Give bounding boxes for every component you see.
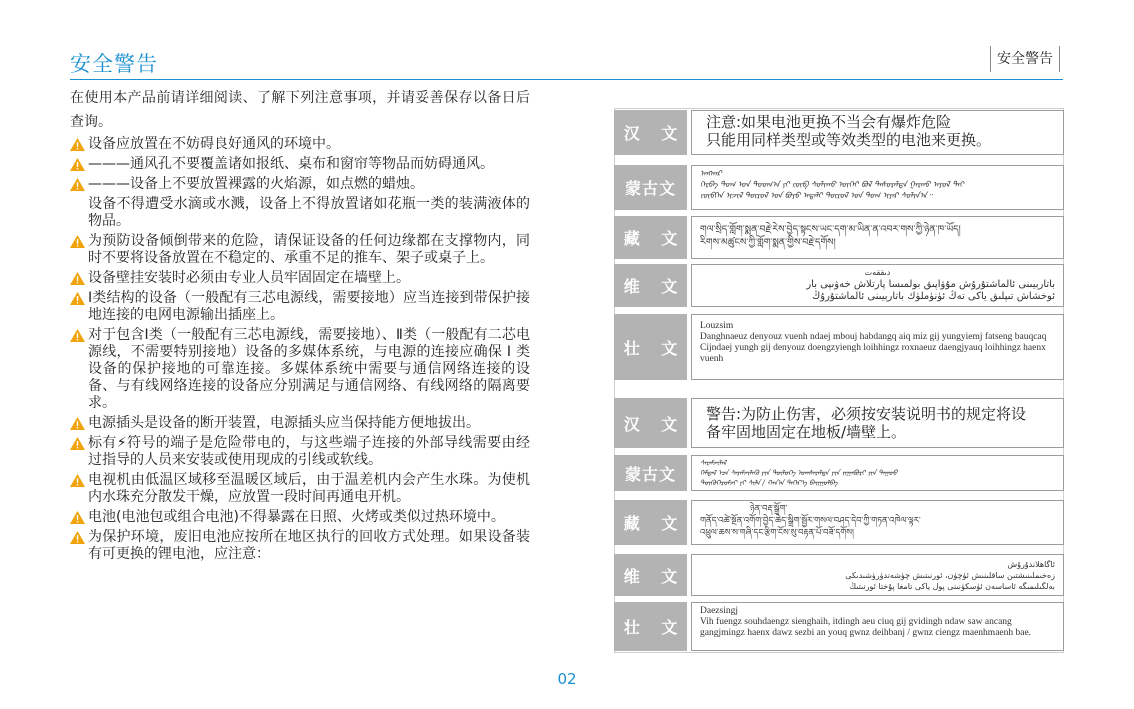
header-section-tab: 安全警告 (990, 46, 1060, 72)
table-row (614, 398, 1064, 448)
warning-item-text: 对于包含Ⅰ类（一般配有三芯电源线，需要接地）、Ⅱ类（一般配有二芯电源线，不需要特别接地）设备的多媒体系统，与电源的连接应确保 Ⅰ 类设备的保护接地的可靠连接。多媒体系统中需要与通信网络连接的设备、与有线网络连接的设备应分别满足与通信网络、有线网络的隔离要求。 (88, 327, 530, 411)
language-label: 藏 文 (614, 500, 687, 545)
warning-triangle-icon (70, 292, 85, 305)
warning-triangle-icon (70, 272, 85, 285)
text-line: ᠲᠥᠭᠦᠭᠡᠷᠦᠮᠵᠢ ᠶᠢ ᠰᠢᠯᠠ / ᠬᠠᠨ᠎ᠠ ᠳᠡᠭᠡᠷ᠎ᠡ ᠪᠠᠢᠭᠤᠯᠪᠠ (700, 479, 838, 487)
table-row (614, 554, 1064, 596)
text-line: دىققەت (864, 268, 891, 277)
language-text (691, 398, 1064, 448)
warning-item-text: 电视机由低温区域移至温暖区域后，由于温差机内会产生水珠。为使机内水珠充分散发干燥，应放置一段时间再通电开机。 (88, 472, 530, 505)
language-label: 维 文 (614, 264, 687, 307)
warning-triangle-icon (70, 417, 85, 430)
warning-triangle-icon (70, 511, 85, 524)
language-label: 蒙古文 (614, 455, 687, 491)
language-label: 汉 文 (614, 110, 687, 155)
warning-item-text: 为保护环境，废旧电池应按所在地区执行的回收方式处理。如果设备装有可更换的锂电池，应注意： (88, 529, 530, 562)
warning-item (70, 529, 530, 563)
text-line: 注意:如果电池更换不当会有爆炸危险 (706, 113, 952, 131)
table-row (614, 110, 1064, 155)
warning-item-text: ———设备上不要放置裸露的火焰源，如点燃的蜡烛。 (88, 176, 424, 192)
text-line: باتارېيىنى ئالماشتۇرۇش مۇۋاپىق بولمىسا پارتلاش خەۋىپى بار (806, 279, 1055, 290)
language-label: 壮 文 (614, 602, 687, 651)
language-text (691, 554, 1064, 596)
warning-item (70, 176, 530, 193)
language-label: 维 文 (614, 554, 687, 596)
text-line: ᠠᠩᠬᠠᠷ (700, 169, 722, 178)
language-text (691, 216, 1064, 259)
warning-item (70, 290, 530, 324)
text-line: Daezsingj (700, 606, 738, 616)
warning-triangle-icon (70, 178, 85, 191)
language-label: 壮 文 (614, 314, 687, 380)
language-text (691, 500, 1064, 545)
warning-triangle-icon (70, 474, 85, 487)
warning-item-text: 为预防设备倾倒带来的危险，请保证设备的任何边缘都在支撑物内，同时不要将设备放置在不稳定的、承重不足的推车、架子或桌子上。 (88, 233, 530, 266)
language-text (691, 165, 1064, 210)
text-line: Cijndaej yungh gij denyouz doengzyiengh loihhingz roxnaeuz daengjyauq loihhingz haenx vuenh (700, 343, 1046, 364)
text-line: རིགས་མཚུངས་ཀྱི་གློག་སྨན་གྱིས་བརྗེ་དགོས། (700, 237, 836, 248)
language-label: 汉 文 (614, 398, 687, 448)
warning-triangle-icon (70, 437, 85, 450)
text-line: གནོད་འཚེ་སྔོན་འགོག་བྱེད་ཆེད་སྒྲིག་སྦྱོར་གསལ་བཤད་དེབ་ཀྱི་གཏན་འཁེལ་ལྟར་ (700, 516, 921, 526)
warning-triangle-icon (70, 235, 85, 248)
table-row (614, 455, 1064, 491)
page-title: 安全警告 (70, 52, 158, 76)
warning-item-text: ———通风孔不要覆盖诸如报纸、桌布和窗帘等物品而妨碍通风。 (88, 156, 494, 172)
language-label: 藏 文 (614, 216, 687, 259)
text-line: Louzsim (700, 321, 734, 331)
text-line: 警告:为防止伤害，必须按安装说明书的规定将设 (706, 405, 1027, 423)
warning-triangle-icon (70, 138, 85, 151)
text-line: ᠬᠡᠷᠪᠡ ᠲᠤᠭ ᠤᠨ ᠳᠣᠤᠭ᠎ᠠ ᠶᠢ ᠵᠦᠪ ᠰᠣᠯᠢᠬᠤ ᠦᠭᠡᠢ ᠪᠣᠯ ᠲᠡᠰᠦᠷᠡᠯᠲᠡ ᠭᠠᠷᠬᠤ ᠠᠶᠤᠯ ᠲᠠᠢ (700, 180, 964, 189)
warning-item (70, 270, 530, 287)
text-line: ᠰᠡᠷᠡᠮᠵᠢᠯᠡᠯ (700, 459, 727, 467)
language-text (691, 455, 1064, 491)
warning-item (70, 415, 530, 432)
title-divider (70, 79, 1063, 80)
warning-item (70, 435, 530, 469)
warning-item (70, 509, 530, 526)
text-line: Vih fuengz souhdaengz sienghaih, itdingh aeu ciuq gij gvidingh ndaw saw ancang gangjmingz haenx dawz sezbi an youq gwnz deihbanj / gwnz ciengz maenhmaenh bae. (700, 617, 1032, 638)
warning-item-text: 电池(电池包或组合电池)不得暴露在日照、火烤或类似过热环境中。 (88, 509, 505, 525)
intro-paragraph: 在使用本产品前请详细阅读、了解下列注意事项，并请妥善保存以备日后查询。 (70, 90, 530, 130)
language-text (691, 110, 1064, 155)
warning-item-text: 设备壁挂安装时必须由专业人员牢固固定在墙壁上。 (88, 270, 410, 286)
text-line: ᠵᠥᠪᠬᠡᠨ ᠢᠵᠢᠯ ᠲᠥᠷᠥᠯ ᠤᠨ ᠪᠤᠶᠤ ᠠᠳᠠᠯᠢ ᠲᠥᠷᠥᠯ ᠤᠨ ᠲᠤᠭ ᠢᠶᠠᠷ ᠰᠣᠯᠢᠨ᠎ᠠ᠃ (700, 191, 933, 200)
warning-item (70, 136, 530, 153)
safety-warnings-list (70, 86, 530, 566)
text-line: بەلگىلىمىگە ئاساسەن ئۈسكۈنىنى پول ياكى تامغا پۇختا ئورنىتىڭ (849, 582, 1055, 591)
warning-triangle-icon (70, 329, 85, 342)
text-line: གལ་སྲིད་གློག་སྨན་བརྗེ་རེས་བྱེད་སྟངས་ཡང་དག་མ་ཡིན་ན་འབར་གས་ཀྱི་ཉེན་ཁ་ཡོད། (700, 224, 961, 235)
text-line: Danghnaeuz denyouz vuenh ndaej mbouj habdangq aiq miz gij yungyiemj fatseng bauqcaq (700, 332, 1047, 342)
text-line: ئوخشاش تىپلىق ياكى تەڭ ئۈنۈملۈك باتارېيىنى ئالماشتۇرۇڭ (812, 291, 1055, 302)
table-row (614, 314, 1064, 380)
warning-item-text: 标有⚡符号的端子是危险带电的，与这些端子连接的外部导线需要由经过指导的人员来安装或使用现成的引线或软线。 (88, 435, 530, 468)
table-row (614, 264, 1064, 307)
warning-item (70, 233, 530, 267)
warning-item (70, 472, 530, 506)
language-label: 蒙古文 (614, 165, 687, 210)
warning-subitem: 设备不得遭受水滴或水溅，设备上不得放置诸如花瓶一类的装满液体的物品。 (88, 196, 530, 229)
text-line: ئاگاھلاندۇرۇش (1007, 560, 1055, 569)
table-row (614, 216, 1064, 259)
text-line: 只能用同样类型或等效类型的电池来更换。 (706, 131, 992, 149)
language-text (691, 602, 1064, 651)
warning-item-text: Ⅰ类结构的设备（一般配有三芯电源线，需要接地）应当连接到带保护接地连接的电网电源输出插座上。 (88, 290, 530, 323)
language-text (691, 264, 1064, 307)
warning-item (70, 327, 530, 412)
table-row (614, 602, 1064, 651)
table-row (614, 165, 1064, 210)
warning-item (70, 156, 530, 173)
text-line: འཕྲུལ་ཆས་ས་གཞི་དང་རྩིག་ངོས་སུ་བརྟན་པོ་བཟོ་དགོས། (700, 528, 854, 538)
warning-triangle-icon (70, 531, 85, 544)
warning-item-text: 电源插头是设备的断开装置，电源插头应当保持能方便地拔出。 (88, 415, 480, 431)
text-line: ཉེན་བརྡ་སྒྲོག་ (750, 504, 788, 514)
page-number: 02 (557, 670, 577, 688)
text-line: 备牢固地固定在地板/墙壁上。 (706, 423, 907, 441)
warning-item-text: 设备应放置在不妨碍良好通风的环境中。 (88, 136, 340, 152)
warning-triangle-icon (70, 158, 85, 171)
text-line: زەخىملىنىشتىن ساقلىنىش ئۈچۈن، ئورنىتىش چۈشەندۈرۈشىدىكى (845, 571, 1055, 580)
table-row (614, 500, 1064, 545)
text-line: ᠭᠡᠮᠲᠡᠯ ᠡᠴᠡ ᠰᠡᠷᠡᠮᠵᠢᠯᠡᠬᠦ ᠶᠢᠨ ᠲᠥᠯᠥᠭᠡ ᠤᠭᠰᠠᠷᠠᠯᠲᠠ ᠶᠢᠨ ᠵᠢᠭᠠᠪᠤᠷᠢ ᠶᠢᠨ ᠳᠠᠭᠤᠤ (700, 469, 898, 477)
language-text (691, 314, 1064, 380)
